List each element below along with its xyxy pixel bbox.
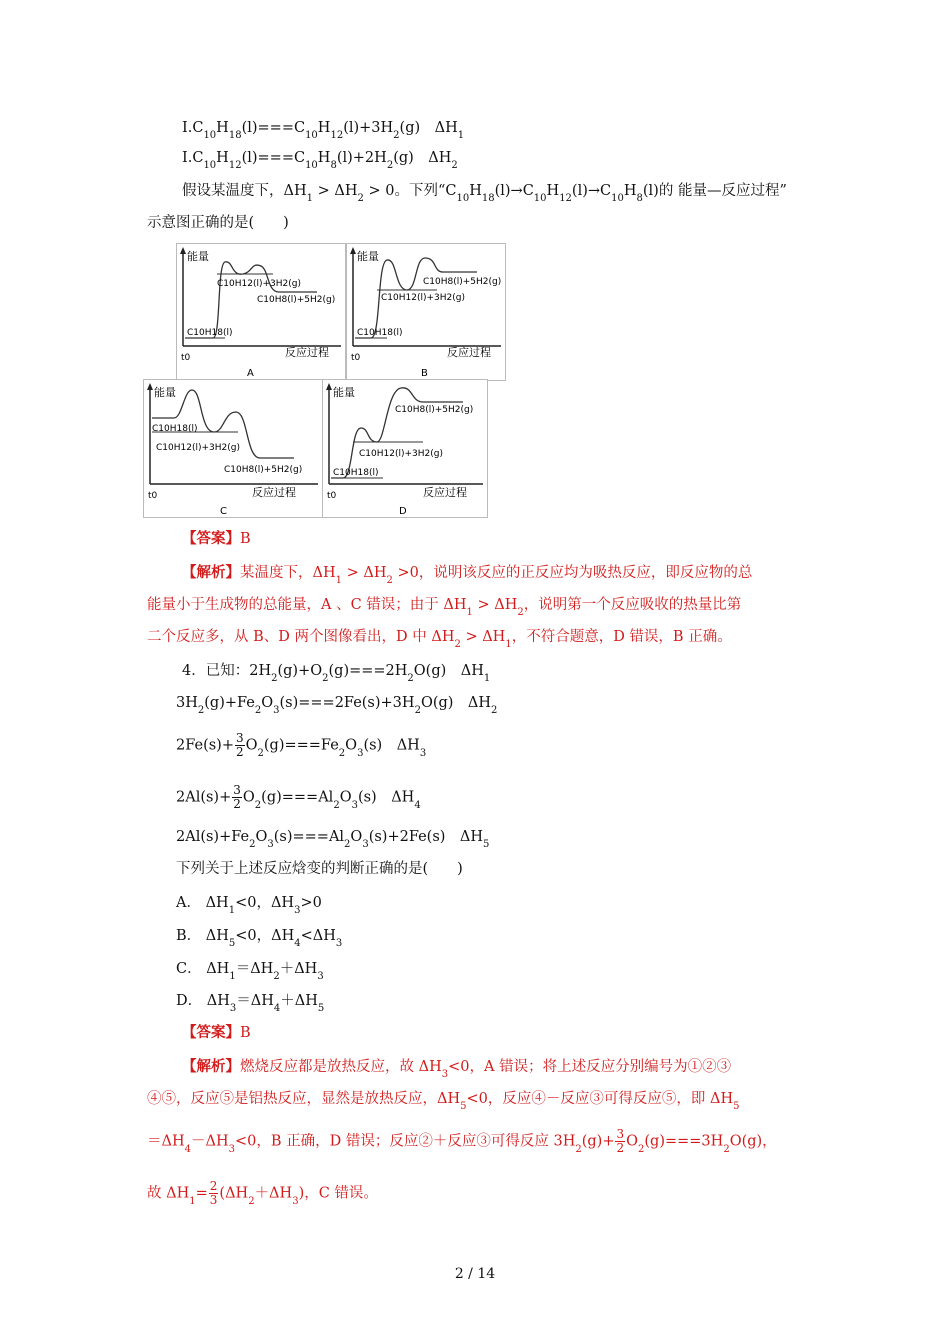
q4-eq3: 2Fe(s)+ $\frac{3}{2}$ $O_2(g)===Fe_2O_3(s)$ $\Delta H_3$ [176, 731, 427, 759]
analysis-4-line3: $=\Delta H_4-\Delta H_3<0$，B 正确，D 错误；反应②＋反应③可得反应 $3H_2(g)+$ $\frac{3}{2}$ $O_2(g)===3H_2O(g)$， [147, 1127, 777, 1155]
species-18: C10H18(l) [187, 328, 233, 338]
species-12: C10H12(l)+3H2(g) [359, 449, 443, 459]
q4-eq4: 2Al(s)+ $\frac{3}{2}$ $O_2(g)===Al_2O_3(s)$ $\Delta H_4$ [176, 783, 421, 811]
question-3-prompt-line2: 示意图正确的是( ) [147, 215, 289, 231]
analysis-3-line3: 二个反应多，从 B、D 两个图像看出，D 中 $\Delta H_2 > \Delta H_1$，不符合题意，D 错误，B 正确。 [147, 629, 732, 650]
panel-label-d: D [399, 506, 407, 517]
analysis-4-line4: 故 $\Delta H_1=$ $\frac{2}{3}$ $(\Delta H_2+\Delta H_3)$，C 错误。 [147, 1179, 378, 1207]
axis-y-label: 能量 [333, 386, 355, 399]
q4-prompt: 下列关于上述反应焓变的判断正确的是( ) [176, 861, 463, 877]
q4-option-a: A． $\Delta H_1<0$，$\Delta H_3>0$ [176, 895, 322, 916]
energy-diagram-a [176, 243, 346, 381]
page-number: 2 / 14 [454, 1266, 496, 1282]
species-8: C10H8(l)+5H2(g) [395, 405, 474, 415]
axis-y-label: 能量 [154, 386, 176, 399]
species-8: C10H8(l)+5H2(g) [224, 465, 303, 475]
species-18: C10H18(l) [357, 328, 403, 338]
question-3-prompt: 假设某温度下，$\Delta H_1 > \Delta H_2 > 0$。下列“$C_{10}H_{18}(l)\to C_{10}H_{12}(l)\to C_{10}H_8(l)$的 能量—反应过程” [182, 183, 787, 204]
q4-eq2: $3H_2(g)+Fe_2O_3(s)===2Fe(s)+3H_2O(g)$ $\Delta H_2$ [176, 695, 498, 716]
origin-label: t0 [148, 491, 158, 501]
axis-x-label: 反应过程 [423, 486, 467, 499]
axis-x-label: 反应过程 [252, 486, 296, 499]
energy-diagram-c [143, 379, 323, 518]
species-18: C10H18(l) [152, 424, 198, 434]
panel-label-b: B [421, 368, 428, 379]
q4-eq5: $2Al(s)+Fe_2O_3(s)===Al_2O_3(s)+2Fe(s)$ $\Delta H_5$ [176, 829, 490, 850]
species-18: C10H18(l) [333, 468, 379, 478]
species-8: C10H8(l)+5H2(g) [423, 277, 502, 287]
origin-label: t0 [351, 353, 361, 363]
species-12: C10H12(l)+3H2(g) [217, 279, 301, 289]
analysis-4-line1: 【解析】燃烧反应都是放热反应，故 $\Delta H_3<0$，A 错误；将上述反应分别编号为①②③ [182, 1059, 732, 1080]
analysis-4-line2: ④⑤，反应⑤是铝热反应，显然是放热反应，$\Delta H_5<0$，反应④－反应③可得反应⑤，即 $\Delta H_5$ [147, 1091, 740, 1112]
panel-label-a: A [247, 368, 254, 379]
answer-4: 【答案】B [182, 1025, 251, 1041]
answer-3: 【答案】B [182, 531, 251, 547]
q4-option-b: B． $\Delta H_5<0$，$\Delta H_4<\Delta H_3$ [176, 928, 343, 949]
axis-x-label: 反应过程 [447, 346, 491, 359]
species-12: C10H12(l)+3H2(g) [156, 443, 240, 453]
q4-eq1: 4．已知：$2H_2(g)+O_2(g)===2H_2O(g)$ $\Delta H_1$ [182, 663, 491, 684]
analysis-3-line2: 能量小于生成物的总能量，A 、C 错误；由于 $\Delta H_1 > \Delta H_2$，说明第一个反应吸收的热量比第 [147, 597, 742, 618]
panel-label-c: C [220, 506, 227, 517]
origin-label: t0 [327, 491, 337, 501]
analysis-3-line1: 【解析】某温度下，$\Delta H_1 > \Delta H_2 >0$，说明该反应的正反应均为吸热反应，即反应物的总 [182, 565, 753, 586]
reaction-1: $Ⅰ.C_{10}H_{18}(l)===C_{10}H_{12}(l)+3H_2(g)$ $\Delta H_1$ [182, 120, 465, 141]
q4-option-c: C． $\Delta H_1=\Delta H_2+\Delta H_3$ [176, 961, 324, 982]
axis-y-label: 能量 [357, 250, 379, 263]
energy-diagram-b [346, 243, 506, 381]
origin-label: t0 [181, 353, 191, 363]
q4-option-d: D． $\Delta H_3=\Delta H_4+\Delta H_5$ [176, 993, 325, 1014]
species-8: C10H8(l)+5H2(g) [257, 295, 336, 305]
reaction-2: $Ⅰ.C_{10}H_{12}(l)===C_{10}H_8(l)+2H_2(g)$ $\Delta H_2$ [182, 150, 458, 171]
species-12: C10H12(l)+3H2(g) [381, 293, 465, 303]
energy-diagram-d [322, 379, 488, 518]
axis-x-label: 反应过程 [285, 346, 329, 359]
axis-y-label: 能量 [187, 250, 209, 263]
